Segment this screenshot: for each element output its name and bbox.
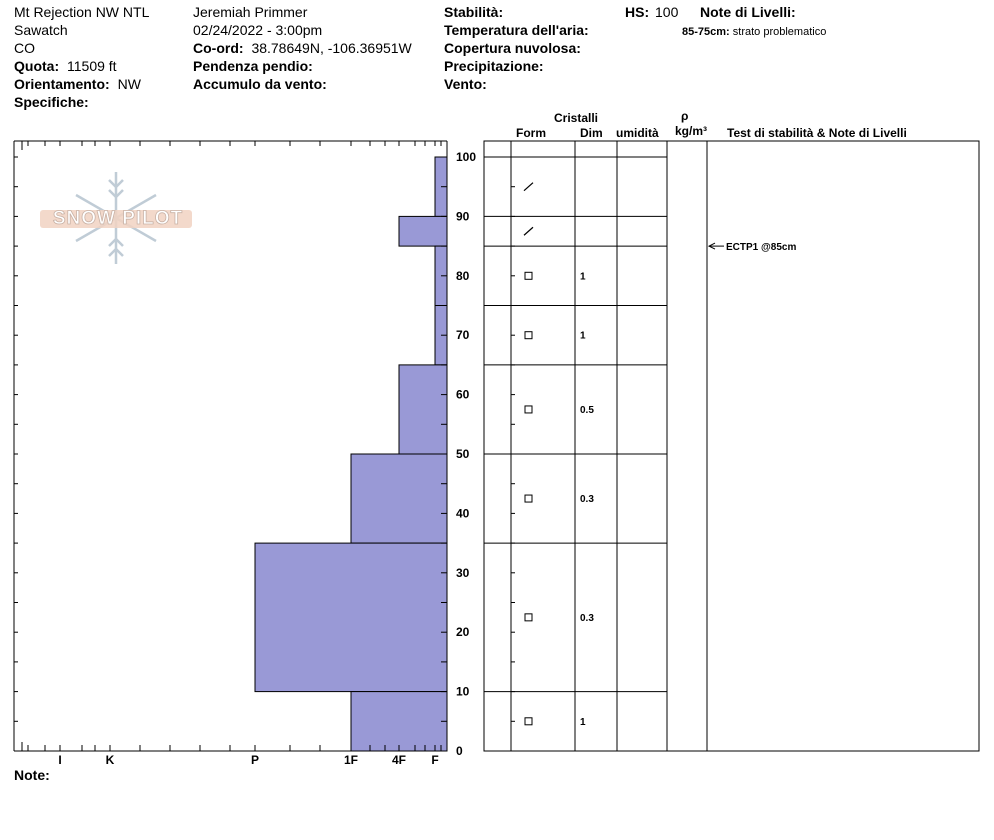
moisture-header: umidità [616, 126, 659, 140]
grain-size-label: 0.5 [580, 404, 594, 416]
density-unit-header: kg/m³ [675, 124, 708, 138]
hardness-bar [351, 692, 447, 751]
faceted-grain-symbol [525, 406, 532, 413]
depth-tick-label: 60 [456, 387, 470, 402]
logo-text: SNOW PILOT [52, 208, 184, 229]
layers-table-frame [484, 141, 979, 751]
depth-tick-label: 20 [456, 625, 470, 640]
layer-note-text: strato problematico [732, 26, 827, 38]
hardness-bar [399, 365, 447, 454]
form-header: Form [516, 126, 546, 140]
depth-tick-label: 40 [456, 506, 470, 521]
hs-label: HS: [625, 4, 650, 20]
wind-loading-label: Accumulo da vento: [193, 76, 327, 92]
grain-size-label: 0.3 [580, 612, 594, 624]
size-header: Dim [580, 126, 603, 140]
faceted-grain-symbol [525, 332, 532, 339]
range-name: Sawatch [14, 22, 68, 38]
crystals-header: Cristalli [554, 111, 599, 125]
air-temp-label: Temperatura dell'aria: [444, 22, 589, 38]
hardness-tick-label: 4F [391, 753, 407, 767]
hardness-tick-label: K [105, 753, 115, 767]
depth-tick-label: 90 [456, 209, 470, 224]
hardness-tick-label: I [58, 753, 62, 767]
depth-tick-label: 0 [456, 744, 463, 758]
grain-size-label: 0.3 [580, 494, 594, 506]
faceted-grain-symbol [525, 272, 532, 279]
observation-datetime: 02/24/2022 - 3:00pm [193, 22, 323, 38]
hardness-tick-label: F [431, 753, 439, 767]
stability-notes-header: Test di stabilità & Note di Livelli [727, 126, 907, 140]
coord-value: 38.78649N, -106.36951W [251, 40, 412, 56]
hardness-bar [255, 543, 447, 692]
layer-notes-label: Note di Livelli: [700, 4, 796, 20]
depth-tick-label: 70 [456, 328, 470, 343]
layer-note-range: 85-75cm: [682, 26, 730, 38]
hardness-tick-label: 1F [343, 753, 359, 767]
faceted-grain-symbol [525, 614, 532, 621]
cloud-cover-label: Copertura nuvolosa: [444, 40, 581, 56]
depth-tick-label: 100 [456, 150, 477, 164]
depth-tick-label: 80 [456, 268, 470, 283]
hardness-bar [351, 454, 447, 543]
depth-tick-label: 50 [456, 447, 470, 461]
observer-name: Jeremiah Primmer [193, 4, 308, 20]
aspect-value: NW [117, 76, 141, 92]
precipitation-label: Precipitazione: [444, 58, 544, 74]
depth-tick-label: 10 [456, 684, 470, 699]
aspect-label: Orientamento: [14, 76, 110, 92]
depth-tick-label: 30 [456, 565, 470, 580]
notes-label: Note: [14, 767, 50, 783]
hs-value: 100 [655, 4, 679, 20]
elevation-label: Quota: [14, 58, 60, 74]
specifics-label: Specifiche: [14, 94, 89, 110]
faceted-grain-symbol [525, 495, 532, 502]
location-name: Mt Rejection NW NTL [14, 4, 150, 20]
faceted-grain-symbol [525, 718, 532, 725]
decomposing-grain-symbol [524, 227, 533, 235]
hardness-bar [399, 216, 447, 246]
slope-label: Pendenza pendio: [193, 58, 313, 74]
grain-size-label: 1 [580, 330, 586, 342]
stability-label: Stabilità: [444, 4, 504, 20]
grain-size-label: 1 [580, 271, 586, 283]
state-name: CO [14, 40, 35, 56]
grain-size-label: 1 [580, 716, 586, 728]
decomposing-grain-symbol [524, 183, 533, 191]
stability-test-label: ECTP1 @85cm [726, 242, 797, 254]
coord-label: Co-ord: [193, 40, 244, 56]
rho-header: ρ [681, 109, 689, 123]
wind-label: Vento: [444, 76, 487, 92]
hardness-tick-label: P [250, 753, 260, 767]
elevation-value: 11509 ft [67, 58, 117, 74]
